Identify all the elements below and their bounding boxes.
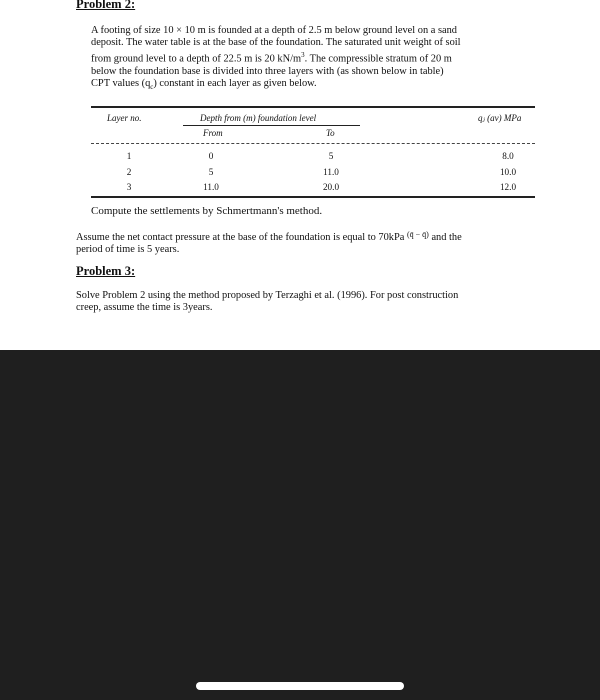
dark-background <box>0 350 600 700</box>
assumption-line-2: period of time is 5 years. <box>76 244 180 256</box>
problem-2-line-5: CPT values $(q_c)$ constant in each layer as given below. <box>91 77 317 91</box>
problem-2-heading: Problem 2: <box>76 0 136 11</box>
home-indicator-bar[interactable] <box>196 682 404 690</box>
pressure-formula: (q̄ − q̄) <box>406 230 429 239</box>
problem-3-line-1: Solve Problem 2 using the method proposed by Terzaghi et al. (1996). For post construction <box>76 290 459 301</box>
assumption-line-1: Assume the net contact pressure at the base of the foundation is equal to 70kPa $^{(q̄ - q̄)}$ and the <box>76 230 462 243</box>
header-layer-no: Layer no. <box>107 113 142 123</box>
row-2-qc: 10.0 <box>499 167 517 177</box>
problem-2-text <box>91 25 543 93</box>
problem-2-line-3: from ground level to a depth of 22.5 m is 20 $kN/m^3$. The compressible stratum of 20 m <box>91 51 452 65</box>
problem-2-assumption <box>76 229 546 256</box>
problem-3-heading: Problem 3: <box>76 264 136 278</box>
header-from: From <box>203 128 223 138</box>
problem-2-line-2: deposit. The water table is at the base of the foundation. The saturated unit weight of soil <box>91 37 461 49</box>
row-3-layer: 3 <box>126 182 132 192</box>
table-bottom-rule <box>91 196 535 198</box>
problem-3-text <box>76 290 546 314</box>
row-1-layer: 1 <box>126 151 132 161</box>
problem-2-line-1: A footing of size 10 × 10 m is founded at a depth of 2.5 m below ground level on a sand <box>91 25 458 36</box>
row-2-layer: 2 <box>126 167 132 177</box>
depth-header-underline <box>183 125 360 126</box>
row-2-from: 5 <box>208 167 214 177</box>
row-1-qc: 8.0 <box>502 151 514 161</box>
problem-2-line-4: below the foundation base is divided into three layers with (as shown below in table) <box>91 65 444 77</box>
row-1-from: 0 <box>208 151 214 161</box>
table-top-rule <box>91 106 535 108</box>
row-1-to: 5 <box>328 151 334 161</box>
row-3-qc: 12.0 <box>499 182 517 192</box>
problem-3-line-2: creep, assume the time is 3years. <box>76 302 213 314</box>
header-depth: Depth from (m) foundation level <box>200 113 317 123</box>
header-qc: qⱼ (av) MPa <box>478 113 522 123</box>
row-2-to: 11.0 <box>323 167 339 177</box>
compute-instruction: Compute the settlements by Schmertmann's method. <box>91 205 323 217</box>
row-3-from: 11.0 <box>203 182 219 192</box>
table-header-rule <box>91 143 535 145</box>
row-3-to: 20.0 <box>322 182 340 192</box>
header-to: To <box>326 128 335 138</box>
